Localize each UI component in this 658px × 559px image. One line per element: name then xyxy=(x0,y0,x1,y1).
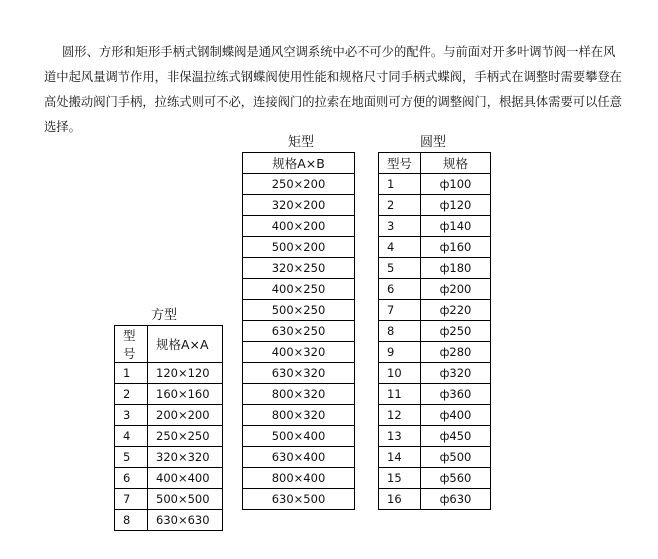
table-row xyxy=(115,468,223,489)
round-model-cell: 7 xyxy=(379,300,421,321)
table-row xyxy=(243,363,355,384)
round-model-cell: 11 xyxy=(379,384,421,405)
rect-spec-cell: 500×400 xyxy=(243,426,355,447)
round-model-cell: 16 xyxy=(379,489,421,510)
table-row xyxy=(115,489,223,510)
square-spec-cell: 400×400 xyxy=(148,468,223,489)
rect-spec-cell: 250×200 xyxy=(243,174,355,195)
round-spec-cell: ф100 xyxy=(421,174,491,195)
table-row xyxy=(379,216,491,237)
table-row xyxy=(243,321,355,342)
table-row xyxy=(115,426,223,447)
square-spec-cell: 500×500 xyxy=(148,489,223,510)
rect-spec-cell: 630×320 xyxy=(243,363,355,384)
round-model-cell: 12 xyxy=(379,405,421,426)
rect-spec-cell: 500×200 xyxy=(243,237,355,258)
table-row xyxy=(115,447,223,468)
table-row xyxy=(243,426,355,447)
round-spec-cell: ф560 xyxy=(421,468,491,489)
table-row xyxy=(243,384,355,405)
table-row xyxy=(115,510,223,531)
round-model-cell: 4 xyxy=(379,237,421,258)
table-row xyxy=(379,237,491,258)
round-model-cell: 10 xyxy=(379,363,421,384)
square-spec-cell: 630×630 xyxy=(148,510,223,531)
round-header-spec: 规格 xyxy=(421,153,491,174)
square-model-cell: 5 xyxy=(115,447,148,468)
table-row xyxy=(243,489,355,510)
rect-spec-cell: 320×200 xyxy=(243,195,355,216)
rect-spec-cell: 800×400 xyxy=(243,468,355,489)
rect-spec-cell: 400×200 xyxy=(243,216,355,237)
round-model-cell: 13 xyxy=(379,426,421,447)
table-row xyxy=(379,405,491,426)
rect-header-spec: 规格A×B xyxy=(243,153,355,174)
round-model-cell: 8 xyxy=(379,321,421,342)
round-model-cell: 5 xyxy=(379,258,421,279)
round-spec-cell: ф630 xyxy=(421,489,491,510)
table-row xyxy=(379,363,491,384)
table-row xyxy=(243,195,355,216)
rect-spec-table xyxy=(242,152,355,510)
rect-table-caption: 矩型 xyxy=(288,135,315,150)
table-row xyxy=(243,258,355,279)
round-model-cell: 3 xyxy=(379,216,421,237)
table-row xyxy=(243,405,355,426)
table-row xyxy=(115,405,223,426)
table-row xyxy=(379,384,491,405)
square-model-cell: 8 xyxy=(115,510,148,531)
table-row xyxy=(379,447,491,468)
table-row xyxy=(243,174,355,195)
intro-paragraph: 圆形、方形和矩形手柄式钢制蝶阀是通风空调系统中必不可少的配件。与前面对开多叶调节阀一样在风道中起风量调节作用，非保温拉练式钢蝶阀使用性能和规格尺寸同手柄式蝶阀，手柄式在调整时需要攀登在高处搬动阀门手柄，拉练式则可不必，连接阀门的拉索在地面则可方便的调整阀门，根据具体需要可以任意选择。 xyxy=(44,45,622,134)
table-row xyxy=(379,279,491,300)
table-row xyxy=(379,321,491,342)
table-row xyxy=(115,384,223,405)
rect-spec-cell: 630×500 xyxy=(243,489,355,510)
table-row xyxy=(243,279,355,300)
rect-spec-cell: 320×250 xyxy=(243,258,355,279)
round-spec-cell: ф180 xyxy=(421,258,491,279)
square-spec-cell: 160×160 xyxy=(148,384,223,405)
table-row xyxy=(379,342,491,363)
square-spec-cell: 120×120 xyxy=(148,363,223,384)
rect-spec-cell: 800×320 xyxy=(243,384,355,405)
table-row xyxy=(243,300,355,321)
square-model-cell: 4 xyxy=(115,426,148,447)
round-spec-cell: ф280 xyxy=(421,342,491,363)
round-spec-cell: ф320 xyxy=(421,363,491,384)
table-row xyxy=(243,342,355,363)
square-model-cell: 7 xyxy=(115,489,148,510)
round-model-cell: 9 xyxy=(379,342,421,363)
round-spec-cell: ф250 xyxy=(421,321,491,342)
round-model-cell: 1 xyxy=(379,174,421,195)
rect-spec-cell: 400×250 xyxy=(243,279,355,300)
square-model-cell: 2 xyxy=(115,384,148,405)
round-spec-cell: ф360 xyxy=(421,384,491,405)
rect-spec-cell: 800×320 xyxy=(243,405,355,426)
square-table-caption: 方型 xyxy=(151,308,178,323)
table-row xyxy=(243,447,355,468)
round-header-model: 型号 xyxy=(379,153,421,174)
square-spec-cell: 200×200 xyxy=(148,405,223,426)
table-row xyxy=(379,174,491,195)
table-row xyxy=(243,216,355,237)
square-header-model: 型号 xyxy=(115,326,148,363)
square-spec-cell: 250×250 xyxy=(148,426,223,447)
round-spec-cell: ф140 xyxy=(421,216,491,237)
round-model-cell: 2 xyxy=(379,195,421,216)
rect-spec-cell: 630×400 xyxy=(243,447,355,468)
round-model-cell: 15 xyxy=(379,468,421,489)
round-spec-cell: ф120 xyxy=(421,195,491,216)
table-row xyxy=(379,300,491,321)
square-spec-table xyxy=(114,325,223,531)
round-table-caption: 圆型 xyxy=(420,135,447,150)
square-header-spec: 规格A×A xyxy=(148,326,223,363)
table-row xyxy=(379,426,491,447)
table-row xyxy=(115,363,223,384)
table-row xyxy=(379,468,491,489)
round-model-cell: 6 xyxy=(379,279,421,300)
round-spec-cell: ф200 xyxy=(421,279,491,300)
round-spec-cell: ф450 xyxy=(421,426,491,447)
rect-spec-cell: 630×250 xyxy=(243,321,355,342)
square-model-cell: 3 xyxy=(115,405,148,426)
rect-spec-cell: 500×250 xyxy=(243,300,355,321)
round-spec-cell: ф500 xyxy=(421,447,491,468)
table-row xyxy=(243,468,355,489)
round-spec-table xyxy=(378,152,491,510)
round-spec-cell: ф220 xyxy=(421,300,491,321)
table-row xyxy=(379,258,491,279)
square-model-cell: 1 xyxy=(115,363,148,384)
rect-spec-cell: 400×320 xyxy=(243,342,355,363)
square-model-cell: 6 xyxy=(115,468,148,489)
round-spec-cell: ф160 xyxy=(421,237,491,258)
table-row xyxy=(379,489,491,510)
round-model-cell: 14 xyxy=(379,447,421,468)
table-row xyxy=(243,237,355,258)
square-spec-cell: 320×320 xyxy=(148,447,223,468)
round-spec-cell: ф400 xyxy=(421,405,491,426)
table-row xyxy=(379,195,491,216)
